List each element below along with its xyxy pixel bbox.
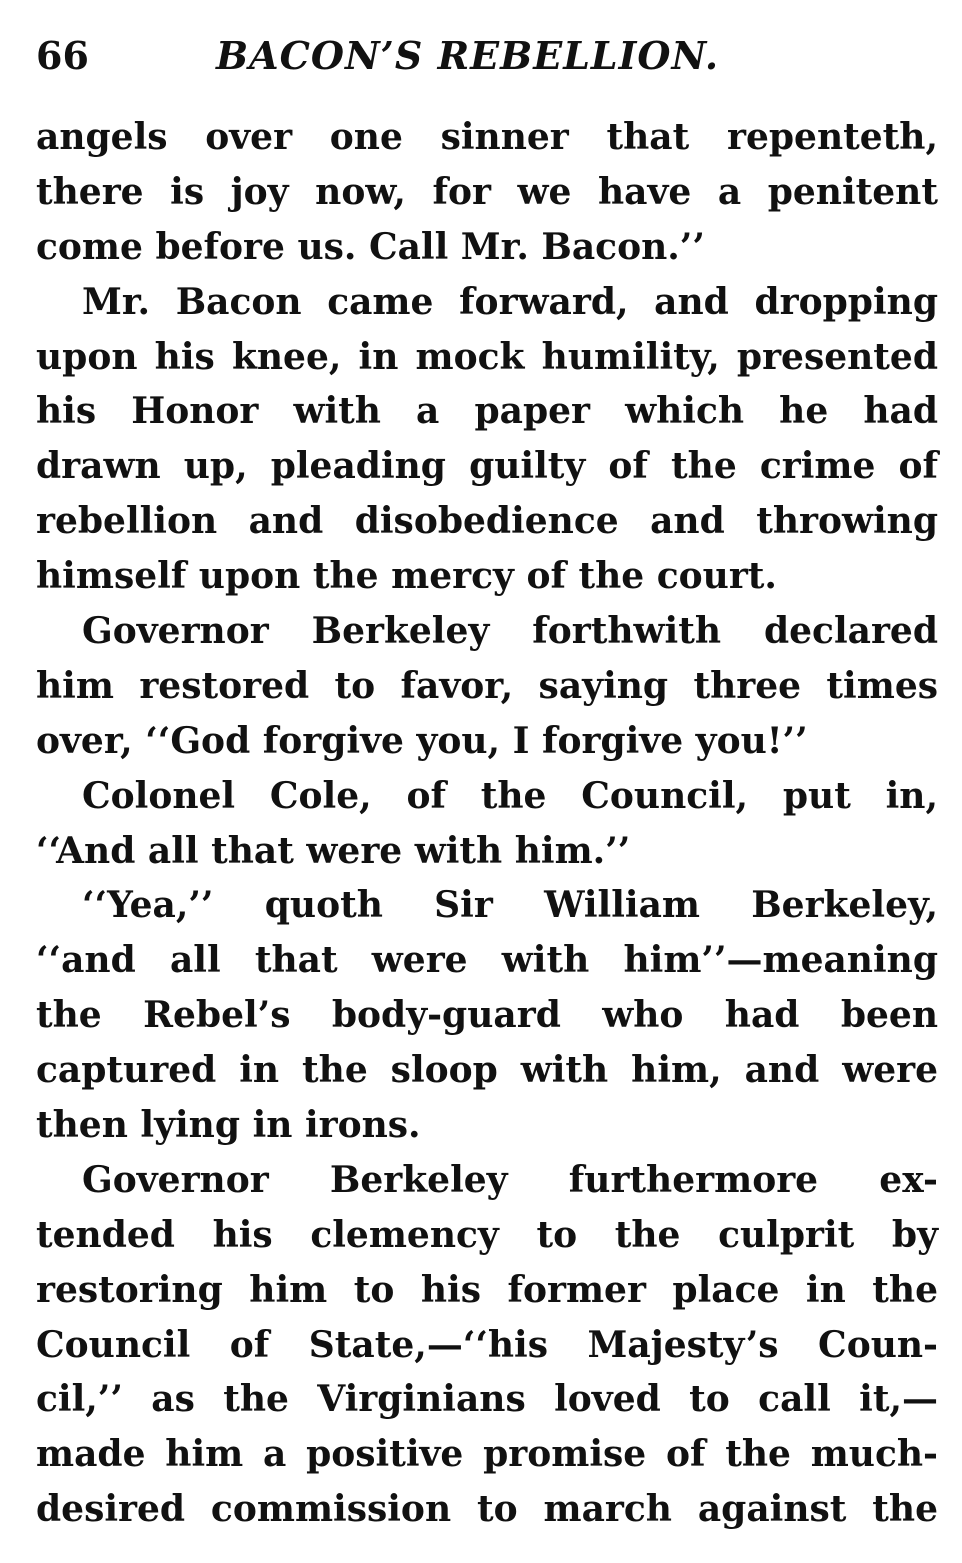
text-line: there is joy now, for we have a penitent [36, 170, 938, 213]
text-line: desired commission to march against the [36, 1488, 938, 1531]
text-line: captured in the sloop with him, and were [36, 1049, 938, 1092]
text-line: made him a positive promise of the much- [36, 1433, 938, 1476]
text-line: Council of State,—‘‘his Majesty’s Coun- [36, 1323, 938, 1366]
text-line: upon his knee, in mock humility, presented [36, 335, 938, 378]
text-line: then lying in irons. [36, 1104, 421, 1147]
paragraph-1 [36, 110, 938, 275]
text-line: tended his clemency to the culprit by [36, 1213, 938, 1256]
text-line: cil,’’ as the Virginians loved to call it,— [36, 1378, 938, 1421]
body-text [36, 110, 938, 1537]
text-line: Governor Berkeley forthwith declared [82, 610, 938, 653]
text-line: ‘‘And all that were with him.’’ [36, 829, 631, 872]
text-line: restoring him to his former place in the [36, 1268, 938, 1311]
paragraph-4 [36, 769, 938, 879]
text-line: ‘‘Yea,’’ quoth Sir William Berkeley, [82, 884, 938, 927]
text-line: ‘‘and all that were with him’’—meaning [36, 939, 938, 982]
text-line: Colonel Cole, of the Council, put in, [82, 774, 938, 817]
text-line: over, ‘‘God forgive you, I forgive you!’’ [36, 719, 808, 762]
paragraph-6 [36, 1153, 938, 1537]
paragraph-3 [36, 604, 938, 769]
text-line: Mr. Bacon came forward, and dropping [82, 280, 938, 323]
running-head [36, 26, 926, 86]
text-line: his Honor with a paper which he had [36, 390, 938, 433]
text-line: angels over one sinner that repenteth, [36, 116, 938, 158]
text-line: himself upon the mercy of the court. [36, 555, 777, 598]
paragraph-2 [36, 275, 938, 604]
text-line: the Rebel’s body-guard who had been [36, 994, 938, 1037]
text-line: Governor Berkeley furthermore ex- [82, 1158, 938, 1201]
running-title: BACON’S REBELLION. [216, 33, 720, 78]
text-line: come before us. Call Mr. Bacon.’’ [36, 225, 705, 268]
text-line: drawn up, pleading guilty of the crime of [36, 445, 938, 488]
text-line: rebellion and disobedience and throwing [36, 500, 938, 543]
page-number: 66 [36, 33, 89, 78]
paragraph-5 [36, 878, 938, 1152]
text-line: him restored to favor, saying three times [36, 664, 938, 707]
